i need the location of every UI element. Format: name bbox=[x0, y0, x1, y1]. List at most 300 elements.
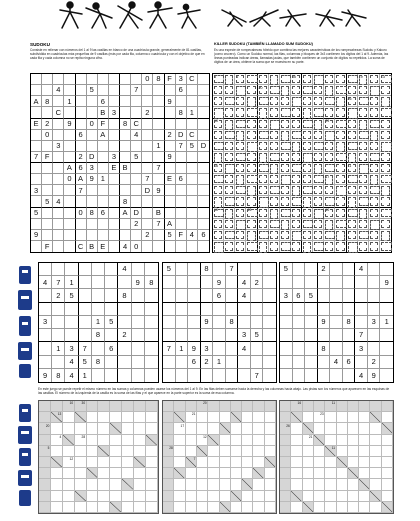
sudoku-cell[interactable] bbox=[53, 163, 64, 174]
sudoku-cell[interactable]: 7 bbox=[79, 342, 92, 355]
killer-cell[interactable] bbox=[235, 96, 246, 107]
sudoku-cell[interactable] bbox=[188, 369, 201, 382]
sudoku-cell[interactable]: 5 bbox=[42, 196, 53, 207]
sudoku-cell[interactable] bbox=[263, 342, 276, 355]
killer-cell[interactable] bbox=[235, 163, 246, 174]
killer-cell[interactable] bbox=[380, 96, 391, 107]
killer-cell[interactable] bbox=[380, 230, 391, 241]
sudoku-cell[interactable]: 5 bbox=[305, 289, 318, 302]
sudoku-cell[interactable]: 0 bbox=[131, 241, 142, 252]
kakuro-cell[interactable] bbox=[220, 412, 231, 423]
killer-cell[interactable] bbox=[369, 141, 380, 152]
kakuro-cell[interactable] bbox=[208, 468, 219, 479]
killer-cell[interactable] bbox=[213, 219, 224, 230]
killer-cell[interactable] bbox=[358, 208, 369, 219]
sudoku-cell[interactable] bbox=[176, 241, 187, 252]
sudoku-cell[interactable]: 9 bbox=[153, 185, 164, 196]
sudoku-cell[interactable] bbox=[39, 342, 52, 355]
sudoku-cell[interactable] bbox=[153, 174, 164, 185]
killer-cell[interactable] bbox=[335, 152, 346, 163]
sudoku-cell[interactable] bbox=[92, 369, 105, 382]
sudoku-cell[interactable]: 3 bbox=[53, 141, 64, 152]
killer-cell[interactable] bbox=[313, 107, 324, 118]
sudoku-cell[interactable]: 1 bbox=[153, 141, 164, 152]
sudoku-cell[interactable] bbox=[64, 74, 75, 85]
kakuro-cell[interactable] bbox=[186, 479, 197, 490]
kakuro-cell[interactable] bbox=[314, 446, 325, 457]
sudoku-cell[interactable]: 4 bbox=[39, 276, 52, 289]
sudoku-cell[interactable] bbox=[132, 342, 145, 355]
killer-cell[interactable] bbox=[258, 85, 269, 96]
killer-cell[interactable] bbox=[269, 163, 280, 174]
killer-cell[interactable] bbox=[380, 119, 391, 130]
sudoku-cell[interactable] bbox=[132, 303, 145, 316]
sudoku-cell[interactable] bbox=[109, 74, 120, 85]
killer-cell[interactable] bbox=[280, 219, 291, 230]
sudoku-cell[interactable] bbox=[79, 316, 92, 329]
kakuro-cell[interactable] bbox=[174, 446, 185, 457]
kakuro-cell[interactable] bbox=[98, 468, 110, 479]
kakuro-cell[interactable] bbox=[51, 479, 63, 490]
sudoku-cell[interactable] bbox=[109, 130, 120, 141]
kakuro-cell[interactable] bbox=[231, 446, 242, 457]
killer-cell[interactable] bbox=[280, 130, 291, 141]
killer-cell[interactable] bbox=[313, 152, 324, 163]
kakuro-cell[interactable] bbox=[110, 491, 122, 502]
killer-cell[interactable] bbox=[358, 130, 369, 141]
kakuro-cell[interactable] bbox=[98, 435, 110, 446]
killer-cell[interactable] bbox=[269, 196, 280, 207]
sudoku-cell[interactable]: F bbox=[42, 152, 53, 163]
sudoku-cell[interactable]: 3 bbox=[109, 107, 120, 118]
killer-cell[interactable] bbox=[335, 185, 346, 196]
kakuro-cell[interactable] bbox=[348, 491, 359, 502]
sudoku-cell[interactable] bbox=[53, 219, 64, 230]
kakuro-cell[interactable] bbox=[146, 412, 158, 423]
kakuro-cell[interactable] bbox=[370, 446, 381, 457]
sudoku-cell[interactable] bbox=[187, 119, 198, 130]
sudoku-cell[interactable]: 6 bbox=[198, 230, 209, 241]
sudoku-cell[interactable]: 9 bbox=[318, 316, 331, 329]
killer-cell[interactable] bbox=[291, 174, 302, 185]
kakuro-cell[interactable] bbox=[325, 435, 336, 446]
killer-cell[interactable] bbox=[335, 107, 346, 118]
kakuro-cell[interactable] bbox=[265, 412, 276, 423]
kakuro-cell[interactable] bbox=[253, 412, 264, 423]
sudoku-cell[interactable] bbox=[105, 303, 118, 316]
sudoku-cell[interactable]: A bbox=[64, 163, 75, 174]
killer-cell[interactable] bbox=[347, 141, 358, 152]
killer-cell[interactable] bbox=[246, 208, 257, 219]
kakuro-cell[interactable] bbox=[242, 423, 253, 434]
sudoku-cell[interactable] bbox=[120, 219, 131, 230]
sudoku-cell[interactable]: B bbox=[98, 107, 109, 118]
kakuro-cell[interactable] bbox=[51, 446, 63, 457]
sudoku-cell[interactable] bbox=[31, 130, 42, 141]
sudoku-cell[interactable] bbox=[42, 74, 53, 85]
sudoku-cell[interactable] bbox=[87, 196, 98, 207]
kakuro-cell[interactable] bbox=[265, 423, 276, 434]
kakuro-cell[interactable] bbox=[242, 435, 253, 446]
sudoku-cell[interactable] bbox=[380, 329, 393, 342]
kakuro-cell[interactable] bbox=[122, 435, 134, 446]
sudoku-cell[interactable] bbox=[165, 208, 176, 219]
killer-cell[interactable] bbox=[335, 230, 346, 241]
killer-cell[interactable] bbox=[258, 208, 269, 219]
sudoku-cell[interactable] bbox=[65, 263, 78, 276]
killer-cell[interactable] bbox=[302, 141, 313, 152]
sudoku-cell[interactable]: 8 bbox=[120, 119, 131, 130]
sudoku-cell[interactable]: A bbox=[31, 96, 42, 107]
sudoku-cell[interactable]: 8 bbox=[176, 107, 187, 118]
killer-cell[interactable] bbox=[358, 107, 369, 118]
sudoku-cell[interactable]: 6 bbox=[176, 85, 187, 96]
kakuro-cell[interactable] bbox=[359, 412, 370, 423]
sudoku-cell[interactable] bbox=[251, 316, 264, 329]
sudoku-cell[interactable]: F bbox=[42, 241, 53, 252]
sudoku-cell[interactable] bbox=[293, 369, 306, 382]
kakuro-cell[interactable] bbox=[75, 457, 87, 468]
killer-cell[interactable] bbox=[358, 174, 369, 185]
killer-cell[interactable] bbox=[358, 219, 369, 230]
sudoku-cell[interactable]: 5 bbox=[105, 316, 118, 329]
killer-cell[interactable] bbox=[380, 85, 391, 96]
killer-cell[interactable] bbox=[302, 119, 313, 130]
sudoku-cell[interactable] bbox=[380, 303, 393, 316]
sudoku-cell[interactable] bbox=[142, 96, 153, 107]
sudoku-cell[interactable] bbox=[118, 356, 131, 369]
sudoku-cell[interactable] bbox=[87, 219, 98, 230]
killer-cell[interactable] bbox=[380, 196, 391, 207]
sudoku-cell[interactable] bbox=[131, 141, 142, 152]
sudoku-cell[interactable] bbox=[39, 289, 52, 302]
sudoku-cell[interactable] bbox=[263, 356, 276, 369]
kakuro-cell[interactable] bbox=[122, 502, 134, 513]
killer-cell[interactable] bbox=[269, 152, 280, 163]
sudoku-cell[interactable] bbox=[142, 219, 153, 230]
sudoku-cell[interactable]: D bbox=[142, 185, 153, 196]
sudoku-cell[interactable] bbox=[64, 208, 75, 219]
sudoku-cell[interactable]: 8 bbox=[42, 96, 53, 107]
killer-cell[interactable] bbox=[291, 219, 302, 230]
killer-cell[interactable] bbox=[335, 74, 346, 85]
sudoku-cell[interactable] bbox=[105, 276, 118, 289]
kakuro-cell[interactable] bbox=[348, 457, 359, 468]
killer-cell[interactable] bbox=[347, 107, 358, 118]
kakuro-cell[interactable] bbox=[303, 446, 314, 457]
sudoku-cell[interactable] bbox=[380, 356, 393, 369]
sudoku-cell[interactable] bbox=[65, 303, 78, 316]
sudoku-cell[interactable] bbox=[64, 241, 75, 252]
kakuro-cell[interactable] bbox=[98, 502, 110, 513]
killer-cell[interactable] bbox=[235, 185, 246, 196]
sudoku-cell[interactable] bbox=[165, 107, 176, 118]
killer-cell[interactable] bbox=[235, 196, 246, 207]
killer-cell[interactable] bbox=[313, 185, 324, 196]
killer-cell[interactable] bbox=[224, 208, 235, 219]
sudoku-cell[interactable]: 2 bbox=[42, 119, 53, 130]
killer-cell[interactable] bbox=[335, 196, 346, 207]
sudoku-cell[interactable] bbox=[153, 152, 164, 163]
killer-cell[interactable] bbox=[324, 141, 335, 152]
kakuro-cell[interactable] bbox=[122, 491, 134, 502]
killer-cell[interactable] bbox=[213, 130, 224, 141]
sudoku-cell[interactable]: 1 bbox=[98, 174, 109, 185]
killer-cell[interactable] bbox=[291, 230, 302, 241]
kakuro-cell[interactable] bbox=[51, 502, 63, 513]
kakuro-cell[interactable] bbox=[51, 491, 63, 502]
kakuro-cell[interactable] bbox=[75, 423, 87, 434]
sudoku-cell[interactable]: D bbox=[131, 208, 142, 219]
killer-cell[interactable] bbox=[258, 119, 269, 130]
killer-cell[interactable] bbox=[235, 85, 246, 96]
killer-cell[interactable] bbox=[369, 74, 380, 85]
kakuro-cell[interactable] bbox=[208, 423, 219, 434]
sudoku-cell[interactable]: C bbox=[187, 74, 198, 85]
killer-cell[interactable] bbox=[358, 163, 369, 174]
sudoku-cell[interactable] bbox=[76, 96, 87, 107]
sudoku-cell[interactable] bbox=[280, 316, 293, 329]
killer-cell[interactable] bbox=[335, 130, 346, 141]
sudoku-cell[interactable] bbox=[343, 289, 356, 302]
kakuro-cell[interactable] bbox=[197, 479, 208, 490]
sudoku-cell[interactable] bbox=[213, 263, 226, 276]
sudoku-cell[interactable]: 4 bbox=[355, 369, 368, 382]
sudoku-cell[interactable] bbox=[153, 107, 164, 118]
killer-cell[interactable] bbox=[347, 219, 358, 230]
sudoku-cell[interactable]: C bbox=[187, 130, 198, 141]
kakuro-cell[interactable] bbox=[242, 491, 253, 502]
killer-cell[interactable] bbox=[246, 85, 257, 96]
sudoku-cell[interactable] bbox=[131, 174, 142, 185]
sudoku-cell[interactable] bbox=[109, 96, 120, 107]
sudoku-cell[interactable] bbox=[132, 289, 145, 302]
kakuro-cell[interactable] bbox=[174, 457, 185, 468]
killer-cell[interactable] bbox=[380, 152, 391, 163]
sudoku-cell[interactable] bbox=[92, 263, 105, 276]
sudoku-cell[interactable]: 8 bbox=[92, 356, 105, 369]
kakuro-cell[interactable] bbox=[337, 435, 348, 446]
killer-cell[interactable] bbox=[258, 196, 269, 207]
killer-cell[interactable] bbox=[358, 241, 369, 252]
sudoku-cell[interactable] bbox=[176, 329, 189, 342]
sudoku-cell[interactable]: 9 bbox=[64, 119, 75, 130]
sudoku-cell[interactable] bbox=[368, 329, 381, 342]
killer-cell[interactable] bbox=[246, 230, 257, 241]
kakuro-cell[interactable] bbox=[134, 479, 146, 490]
sudoku-cell[interactable] bbox=[42, 174, 53, 185]
sudoku-cell[interactable]: 3 bbox=[201, 342, 214, 355]
killer-cell[interactable] bbox=[324, 230, 335, 241]
kakuro-cell[interactable] bbox=[174, 423, 185, 434]
sudoku-cell[interactable] bbox=[109, 230, 120, 241]
sudoku-cell[interactable] bbox=[238, 316, 251, 329]
sudoku-cell[interactable]: 3 bbox=[65, 342, 78, 355]
kakuro-cell[interactable] bbox=[63, 446, 75, 457]
sudoku-cell[interactable] bbox=[31, 163, 42, 174]
killer-cell[interactable] bbox=[291, 185, 302, 196]
sudoku-cell[interactable] bbox=[52, 303, 65, 316]
killer-cell[interactable] bbox=[291, 107, 302, 118]
killer-cell[interactable] bbox=[324, 196, 335, 207]
kakuro-cell[interactable] bbox=[186, 423, 197, 434]
sudoku-cell[interactable]: 7 bbox=[176, 141, 187, 152]
kakuro-cell[interactable] bbox=[337, 502, 348, 513]
kakuro-cell[interactable] bbox=[63, 412, 75, 423]
sudoku-cell[interactable]: 4 bbox=[131, 130, 142, 141]
kakuro-cell[interactable] bbox=[370, 423, 381, 434]
killer-cell[interactable] bbox=[213, 163, 224, 174]
sudoku-cell[interactable]: D bbox=[176, 130, 187, 141]
sudoku-cell[interactable]: 7 bbox=[31, 152, 42, 163]
sudoku-cell[interactable] bbox=[64, 107, 75, 118]
sudoku-cell[interactable] bbox=[176, 96, 187, 107]
kakuro-cell[interactable] bbox=[359, 446, 370, 457]
killer-cell[interactable] bbox=[258, 219, 269, 230]
sudoku-cell[interactable] bbox=[176, 289, 189, 302]
kakuro-cell[interactable] bbox=[314, 412, 325, 423]
killer-cell[interactable] bbox=[358, 152, 369, 163]
killer-cell[interactable] bbox=[213, 141, 224, 152]
sudoku-cell[interactable] bbox=[87, 185, 98, 196]
sudoku-cell[interactable] bbox=[263, 369, 276, 382]
killer-cell[interactable] bbox=[369, 230, 380, 241]
sudoku-cell[interactable] bbox=[145, 303, 158, 316]
sudoku-cell[interactable] bbox=[31, 107, 42, 118]
killer-cell[interactable] bbox=[369, 85, 380, 96]
killer-cell[interactable] bbox=[280, 141, 291, 152]
killer-cell[interactable] bbox=[235, 230, 246, 241]
killer-cell[interactable] bbox=[358, 185, 369, 196]
kakuro-cell[interactable] bbox=[208, 412, 219, 423]
kakuro-cell[interactable] bbox=[348, 502, 359, 513]
killer-cell[interactable] bbox=[313, 74, 324, 85]
killer-cell[interactable] bbox=[213, 74, 224, 85]
killer-cell[interactable] bbox=[358, 230, 369, 241]
sudoku-cell[interactable] bbox=[355, 276, 368, 289]
kakuro-cell[interactable] bbox=[98, 457, 110, 468]
sudoku-cell[interactable] bbox=[305, 263, 318, 276]
kakuro-cell[interactable] bbox=[337, 491, 348, 502]
killer-cell[interactable] bbox=[224, 196, 235, 207]
kakuro-cell[interactable] bbox=[75, 468, 87, 479]
kakuro-cell[interactable] bbox=[314, 502, 325, 513]
kakuro-cell[interactable] bbox=[291, 423, 302, 434]
sudoku-cell[interactable] bbox=[153, 130, 164, 141]
sudoku-cell[interactable]: 5 bbox=[65, 289, 78, 302]
sudoku-cell[interactable] bbox=[176, 163, 187, 174]
killer-cell[interactable] bbox=[313, 196, 324, 207]
kakuro-cell[interactable] bbox=[291, 479, 302, 490]
sudoku-cell[interactable]: 6 bbox=[76, 130, 87, 141]
killer-cell[interactable] bbox=[235, 130, 246, 141]
kakuro-cell[interactable] bbox=[174, 479, 185, 490]
sudoku-cell[interactable]: 8 bbox=[92, 329, 105, 342]
sudoku-cell[interactable]: 8 bbox=[87, 208, 98, 219]
killer-cell[interactable] bbox=[258, 152, 269, 163]
killer-cell[interactable] bbox=[269, 107, 280, 118]
kakuro-cell[interactable] bbox=[208, 491, 219, 502]
killer-cell[interactable] bbox=[224, 152, 235, 163]
kakuro-cell[interactable] bbox=[122, 468, 134, 479]
kakuro-cell[interactable] bbox=[253, 446, 264, 457]
sudoku-cell[interactable]: 8 bbox=[52, 369, 65, 382]
sudoku-cell[interactable]: 0 bbox=[64, 174, 75, 185]
sudoku-cell[interactable]: 8 bbox=[153, 74, 164, 85]
sudoku-cell[interactable] bbox=[42, 141, 53, 152]
killer-cell[interactable] bbox=[213, 208, 224, 219]
sudoku-cell[interactable] bbox=[198, 196, 209, 207]
sudoku-cell[interactable]: 4 bbox=[120, 241, 131, 252]
sudoku-cell[interactable] bbox=[76, 230, 87, 241]
killer-cell[interactable] bbox=[347, 241, 358, 252]
sudoku-cell[interactable] bbox=[53, 152, 64, 163]
sudoku-cell[interactable] bbox=[64, 185, 75, 196]
sudoku-cell[interactable] bbox=[76, 107, 87, 118]
killer-cell[interactable] bbox=[324, 85, 335, 96]
sudoku-cell[interactable] bbox=[188, 303, 201, 316]
sudoku-cell[interactable]: 0 bbox=[87, 119, 98, 130]
sudoku-cell[interactable] bbox=[280, 303, 293, 316]
sudoku-cell[interactable] bbox=[318, 356, 331, 369]
sudoku-cell[interactable] bbox=[145, 316, 158, 329]
kakuro-cell[interactable] bbox=[98, 491, 110, 502]
sudoku-cell[interactable] bbox=[109, 241, 120, 252]
sudoku-cell[interactable] bbox=[187, 185, 198, 196]
sudoku-cell[interactable] bbox=[330, 303, 343, 316]
kakuro-cell[interactable] bbox=[98, 423, 110, 434]
sudoku-cell[interactable]: 2 bbox=[142, 230, 153, 241]
sudoku-cell[interactable] bbox=[79, 303, 92, 316]
sudoku-cell[interactable]: 2 bbox=[165, 130, 176, 141]
sudoku-cell[interactable]: 7 bbox=[76, 185, 87, 196]
killer-cell[interactable] bbox=[369, 107, 380, 118]
sudoku-cell[interactable]: 8 bbox=[145, 276, 158, 289]
kakuro-cell[interactable] bbox=[325, 502, 336, 513]
killer-cell[interactable] bbox=[213, 174, 224, 185]
sudoku-cell[interactable]: B bbox=[153, 208, 164, 219]
kakuro-cell[interactable] bbox=[208, 479, 219, 490]
kakuro-cell[interactable] bbox=[63, 468, 75, 479]
sudoku-cell[interactable] bbox=[31, 241, 42, 252]
kakuro-cell[interactable] bbox=[291, 435, 302, 446]
sudoku-cell[interactable] bbox=[39, 329, 52, 342]
kakuro-cell[interactable] bbox=[382, 468, 393, 479]
sudoku-cell[interactable]: 1 bbox=[79, 369, 92, 382]
killer-cell[interactable] bbox=[369, 163, 380, 174]
killer-cell[interactable] bbox=[347, 196, 358, 207]
killer-cell[interactable] bbox=[302, 74, 313, 85]
sudoku-cell[interactable] bbox=[343, 303, 356, 316]
killer-cell[interactable] bbox=[280, 196, 291, 207]
sudoku-cell[interactable] bbox=[142, 119, 153, 130]
killer-cell[interactable] bbox=[280, 96, 291, 107]
sudoku-cell[interactable] bbox=[198, 74, 209, 85]
sudoku-cell[interactable] bbox=[153, 119, 164, 130]
killer-cell[interactable] bbox=[258, 241, 269, 252]
sudoku-cell[interactable] bbox=[163, 316, 176, 329]
killer-cell[interactable] bbox=[380, 74, 391, 85]
killer-cell[interactable] bbox=[313, 141, 324, 152]
killer-cell[interactable] bbox=[224, 74, 235, 85]
killer-cell[interactable] bbox=[213, 107, 224, 118]
sudoku-cell[interactable] bbox=[176, 185, 187, 196]
sudoku-cell[interactable]: 4 bbox=[53, 85, 64, 96]
sudoku-cell[interactable] bbox=[64, 230, 75, 241]
sudoku-cell[interactable] bbox=[176, 119, 187, 130]
kakuro-cell[interactable] bbox=[337, 412, 348, 423]
sudoku-cell[interactable] bbox=[165, 185, 176, 196]
